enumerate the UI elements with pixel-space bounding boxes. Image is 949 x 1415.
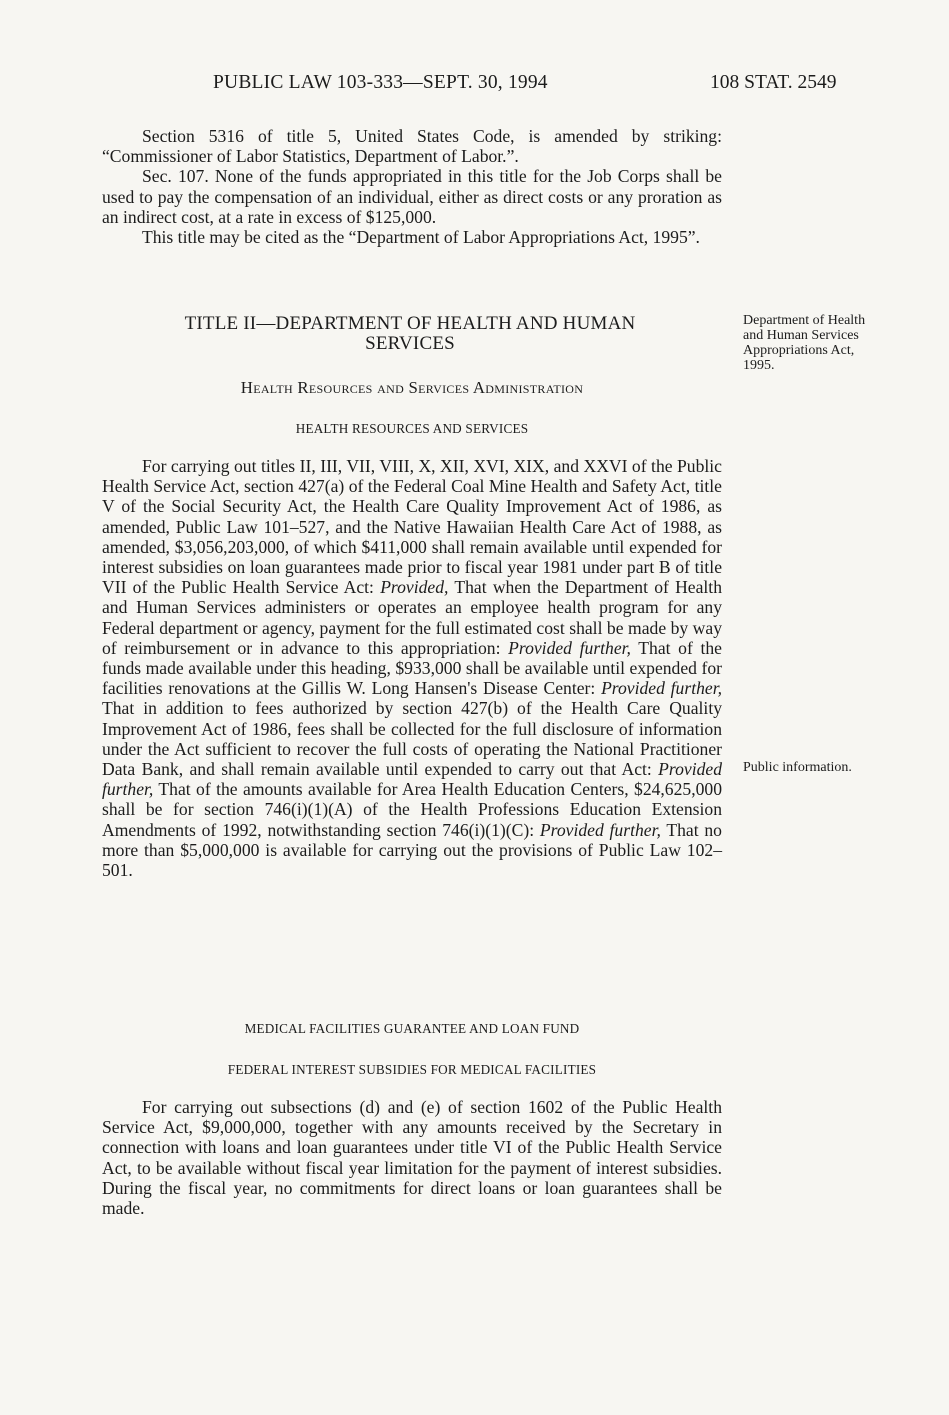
proviso-italic: Provided further,: [508, 637, 631, 658]
health-resources-text: [102, 456, 722, 880]
text-run: That of the amounts available for Area Health Education Centers, $24,625,000 shall be for section 746(i)(1)(A) of the Health Professions Education Extension Amendments of 1992, notwithstanding section 746(i)(1)(C):: [102, 779, 722, 840]
statute-page-number: 108 STAT. 2549: [710, 72, 837, 93]
section-a-text: [102, 126, 722, 247]
title-ii-heading: [125, 314, 695, 354]
paragraph-interest-subsidies: For carrying out subsections (d) and (e) of section 1602 of the Public Health Service Act, $9,000,000, together with any amounts received by the Secretary in connection with loans and loan guarantees under title VI of the Public Health Service Act, to be available without fiscal year limitation for the payment of interest subsidies. During the fiscal year, no commitments for direct loans or loan guarantees shall be made.: [102, 1097, 722, 1219]
subheading-medical-facilities: MEDICAL FACILITIES GUARANTEE AND LOAN FUND: [244, 1021, 580, 1036]
paragraph-sec-107: Sec. 107. None of the funds appropriated in this title for the Job Corps shall be used to pay the compensation of an individual, either as direct costs or any proration as an indirect cost, at a rate in excess of $125,000.: [102, 166, 722, 227]
margin-note-public-information: Public information.: [743, 760, 852, 775]
running-header: [0, 72, 949, 102]
text-run: That when the Department of Health and Human Services administers or operates an employee health program for any Federal department or agency, payment for the full estimated cost shall be made by way of reimbursement or in advance to this appropriation:: [102, 577, 722, 658]
title-ii-line-2: SERVICES: [365, 333, 455, 354]
interest-subsidies-text: [102, 1097, 722, 1218]
agency-heading: Health Resources and Services Administration: [240, 378, 584, 397]
title-ii-line-1: TITLE II—DEPARTMENT OF HEALTH AND HUMAN: [184, 313, 636, 334]
proviso-italic: Provided further,: [102, 759, 722, 800]
paragraph-section-5316: Section 5316 of title 5, United States Code, is amended by striking: “Commissioner of Labor Statistics, Department of Labor.”.: [102, 126, 722, 167]
text-run: For carrying out titles II, III, VII, VIII, X, XII, XVI, XIX, and XXVI of the Public Health Service Act, section 427(a) of the Federal Coal Mine Health and Safety Act, title V of the Social Security Act, the Health Care Quality Improvement Act of 1986, as amended, Public Law 101–527, and the Native Hawaiian Health Care Act of 1988, as amended, $3,056,203,000, of which $411,000 shall remain available until expended for interest subsidies on loan guarantees made prior to fiscal year 1981 under part B of title VII of the Public Health Service Act:: [102, 456, 722, 598]
paragraph-health-resources: [102, 456, 722, 880]
text-run: That no more than $5,000,000 is available for carrying out the provisions of Public Law 102–501.: [102, 819, 722, 881]
text-run: That of the funds made available under this heading, $933,000 shall be available until expended for facilities renovations at the Gillis W. Long Hansen's Disease Center:: [102, 637, 722, 699]
margin-note-appropriations-act: Department of Health and Human Services Appropriations Act, 1995.: [743, 313, 866, 373]
subheading-health-resources: HEALTH RESOURCES AND SERVICES: [295, 421, 529, 436]
public-law-title: PUBLIC LAW 103-333—SEPT. 30, 1994: [213, 72, 548, 93]
proviso-italic: Provided further,: [601, 678, 722, 699]
proviso-italic: Provided,: [380, 577, 449, 598]
paragraph-citation: This title may be cited as the “Department of Labor Appropriations Act, 1995”.: [142, 227, 700, 248]
text-run: That in addition to fees authorized by section 427(b) of the Health Care Quality Improvement Act of 1986, fees shall be collected for the full disclosure of information under the Act sufficient to recover the full costs of operating the National Practitioner Data Bank, and shall remain available until expended to carry out that Act:: [102, 698, 722, 780]
subheading-interest-subsidies: FEDERAL INTEREST SUBSIDIES FOR MEDICAL FACILITIES: [227, 1062, 597, 1077]
proviso-italic: Provided further,: [539, 819, 661, 840]
